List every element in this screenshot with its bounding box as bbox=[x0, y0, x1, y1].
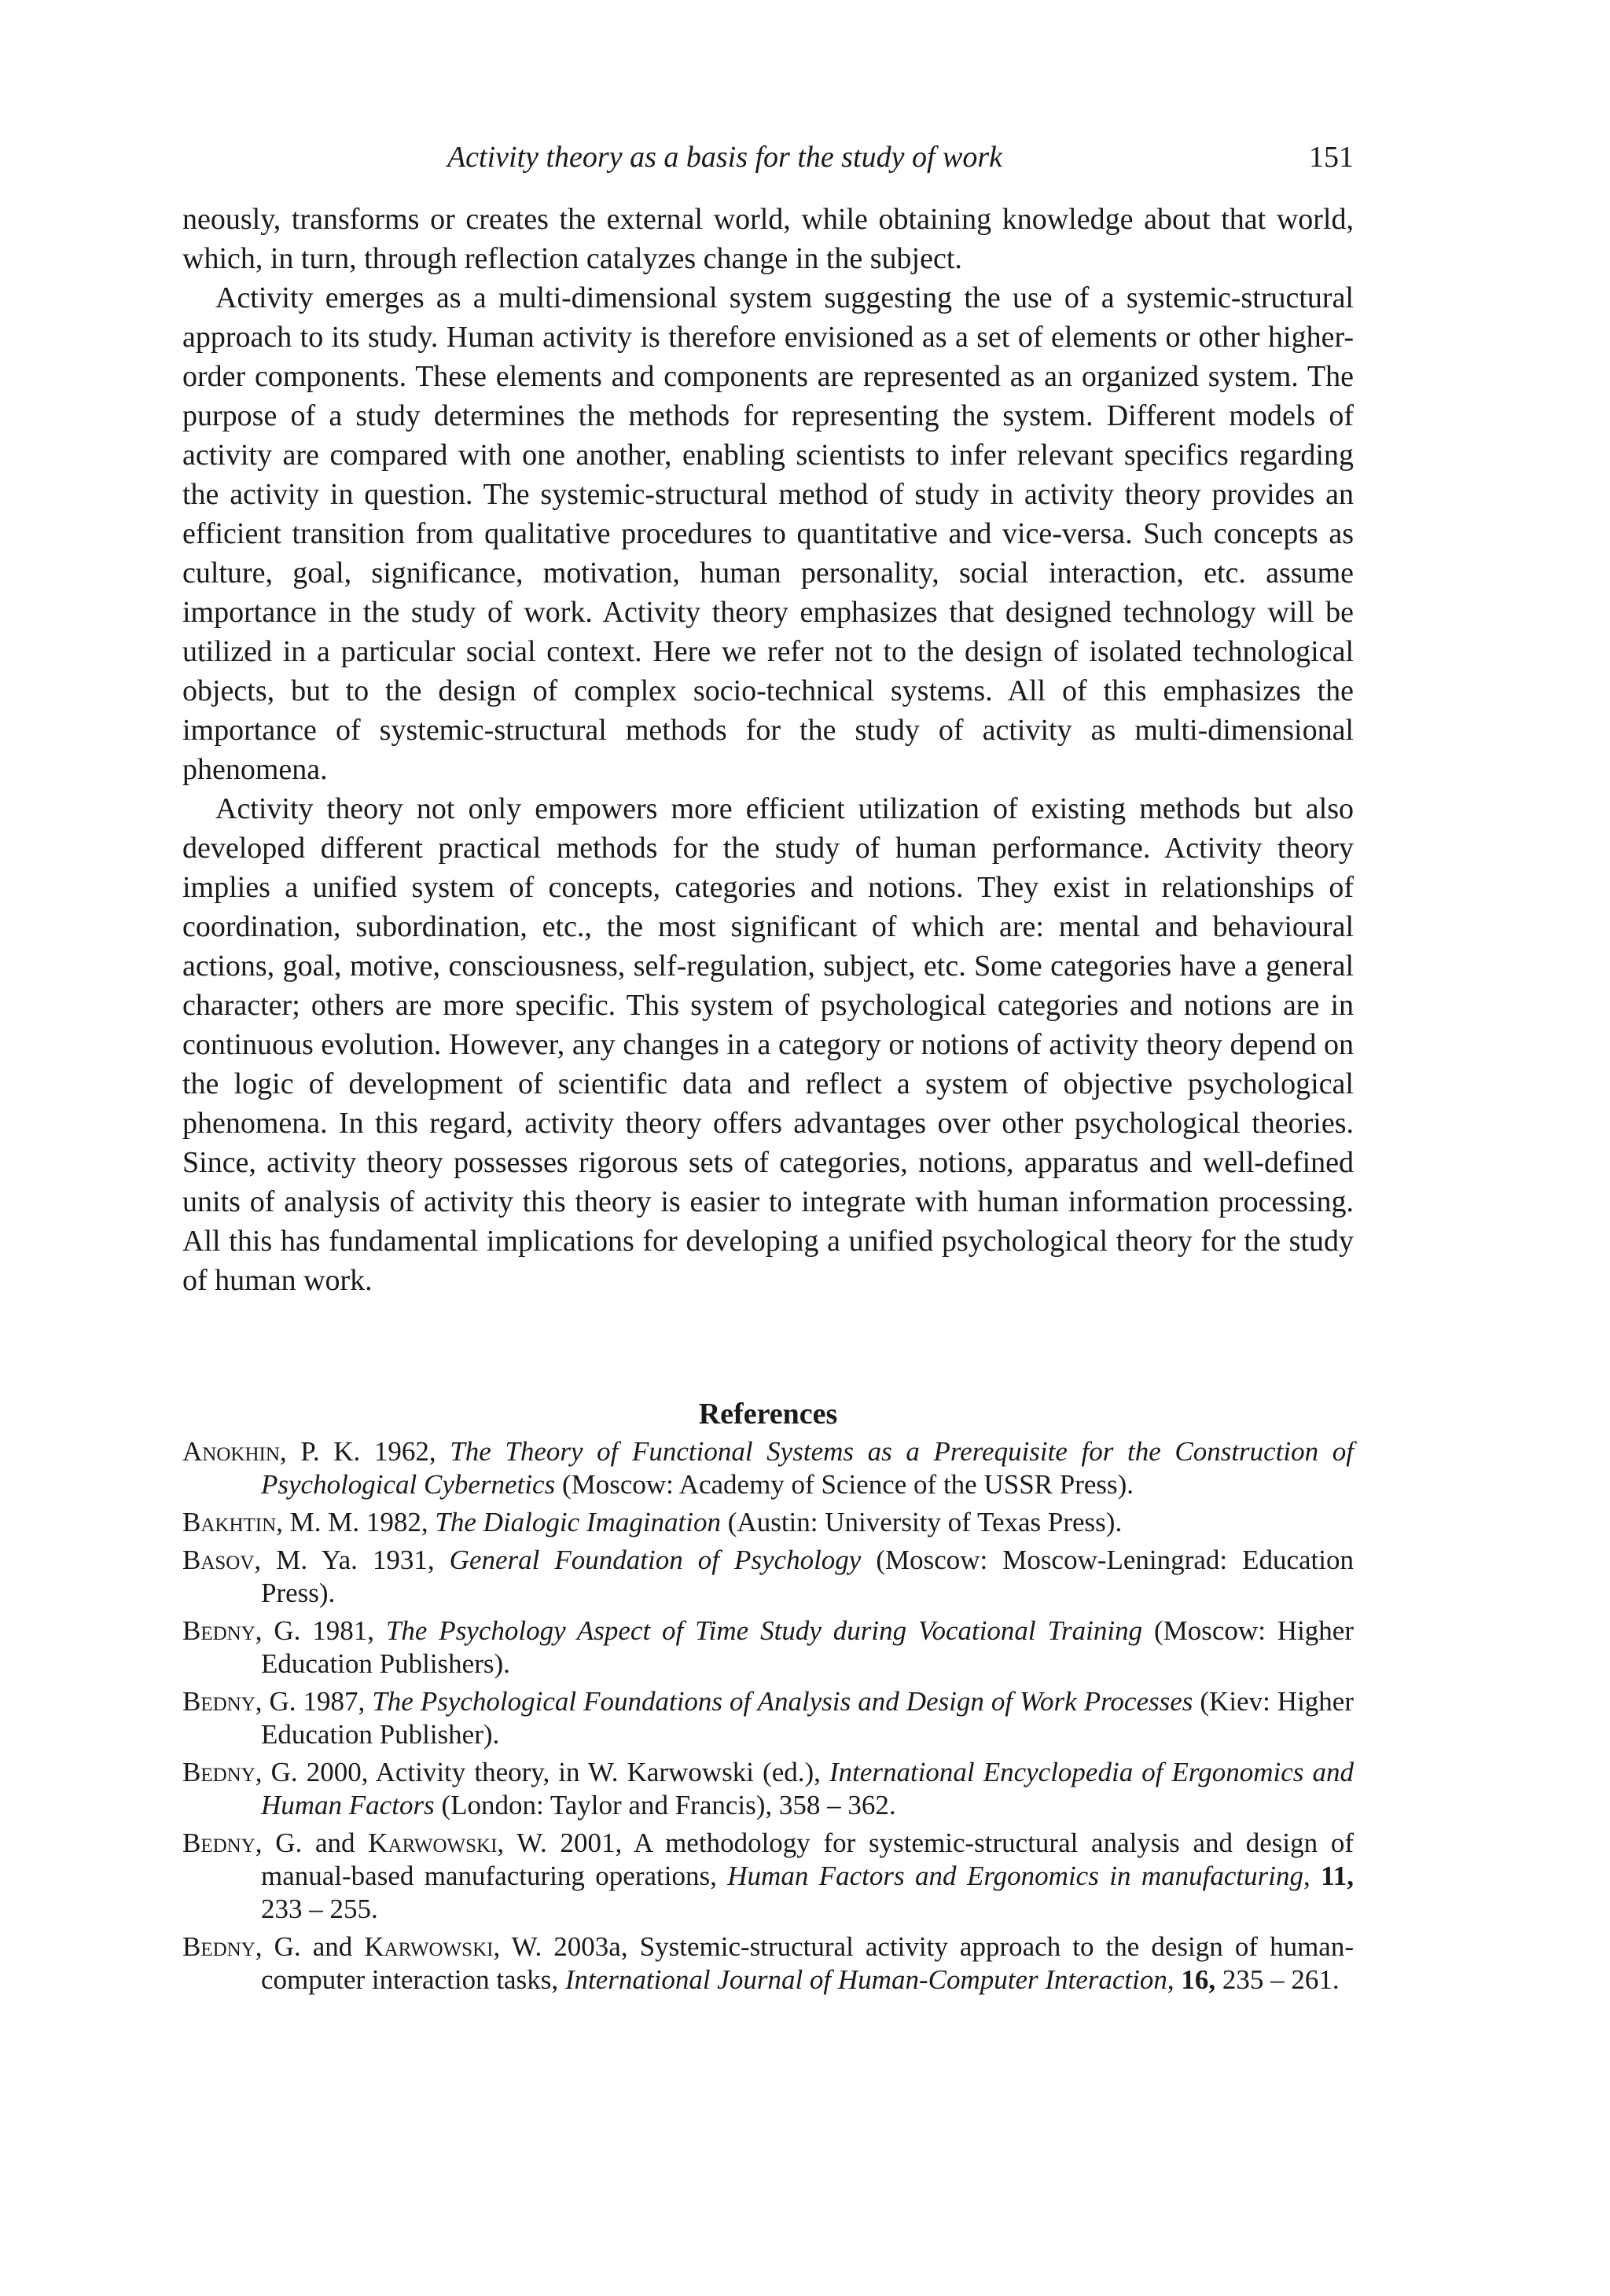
reference-list bbox=[182, 1435, 1354, 1997]
reference-volume: 16, bbox=[1181, 1964, 1216, 1995]
reference-item: Bedny, G. and Karwowski, W. 2001, A methodology for systemic-structural analysis and design of manual-based manufacturing operations, Human Factors and Ergonomics in manufacturing, 11, 233 – 255. bbox=[182, 1828, 1355, 1924]
reference-author: Bedny bbox=[182, 1931, 255, 1962]
reference-author: Bedny bbox=[182, 1615, 255, 1646]
reference-rest: (Kiev: Higher Education Publisher). bbox=[261, 1686, 1354, 1750]
reference-title: The Psychology Aspect of Time Study during Vocational Training bbox=[385, 1615, 1143, 1646]
reference-title: General Foundation of Psychology bbox=[449, 1545, 862, 1575]
running-title: Activity theory as a basis for the study of work bbox=[447, 141, 1003, 174]
paragraph-1: neously, transforms or creates the external world, while obtaining knowledge about that world, which, in turn, through reflection catalyzes change in the subject. bbox=[182, 203, 1354, 275]
reference-author: Bakhtin bbox=[182, 1507, 277, 1537]
reference-details: , G. and bbox=[255, 1828, 369, 1858]
reference-author: Anokhin bbox=[182, 1436, 280, 1467]
reference-rest: (Moscow: Moscow-Leningrad: Education Press). bbox=[261, 1545, 1354, 1608]
reference-details-2: , W. 2003a, Systemic-structural activity approach to the design of human-computer interaction tasks, bbox=[261, 1931, 1354, 1995]
reference-item bbox=[182, 1756, 1354, 1822]
reference-title: The Dialogic Imagination bbox=[435, 1507, 722, 1537]
reference-details: , G. and bbox=[255, 1931, 365, 1962]
reference-details-2: , W. 2001, A methodology for systemic-structural analysis and design of manual-based manufacturing operations, bbox=[261, 1828, 1355, 1891]
reference-title: International Encyclopedia of Ergonomics and Human Factors bbox=[261, 1757, 1354, 1820]
references-heading: References bbox=[698, 1398, 838, 1431]
reference-rest: (London: Taylor and Francis), 358 – 362. bbox=[434, 1790, 896, 1820]
reference-title: International Journal of Human-Computer Interaction bbox=[564, 1964, 1167, 1995]
reference-title: Human Factors and Ergonomics in manufacturing bbox=[727, 1861, 1303, 1891]
reference-coauthor: Karwowski bbox=[364, 1931, 494, 1962]
running-head bbox=[182, 134, 1354, 181]
reference-rest: (Moscow: Academy of Science of the USSR Press). bbox=[555, 1469, 1134, 1500]
reference-title: The Theory of Functional Systems as a Prerequisite for the Construction of Psychological Cybernetics bbox=[261, 1436, 1355, 1500]
reference-details: , M. M. 1982, bbox=[276, 1507, 436, 1537]
body-text bbox=[182, 200, 1354, 1300]
reference-item bbox=[182, 1615, 1354, 1681]
reference-rest: (Moscow: Higher Education Publishers). bbox=[261, 1615, 1354, 1679]
reference-details: , G. 1981, bbox=[255, 1615, 386, 1646]
reference-item: Bedny, G. and Karwowski, W. 2003a, Systemic-structural activity approach to the design of human-computer interaction tasks, International Journal of Human-Computer Interaction, 16, 235 – 261. bbox=[182, 1931, 1354, 1995]
page-number: 151 bbox=[1309, 141, 1354, 174]
reference-item bbox=[182, 1685, 1354, 1751]
reference-author: Bedny bbox=[182, 1828, 255, 1858]
reference-volume: 11, bbox=[1321, 1861, 1354, 1891]
reference-author: Bedny bbox=[182, 1686, 255, 1717]
reference-details: , P. K. 1962, bbox=[279, 1436, 450, 1467]
reference-item bbox=[182, 1435, 1354, 1501]
reference-title: The Psychological Foundations of Analysis and Design of Work Processes bbox=[372, 1686, 1193, 1717]
paragraph-2: Activity emerges as a multi-dimensional system suggesting the use of a systemic-structural approach to its study. Human activity is therefore envisioned as a set of elements or other higher-order components. These elements and components are represented as an organized system. The purpose of a study determines the methods for representing the system. Different models of activity are compared with one another, enabling scientists to infer relevant specifics regarding the activity in question. The systemic-structural method of study in activity theory provides an efficient transition from qualitative procedures to quantitative and vice-versa. Such concepts as culture, goal, significance, motivation, human personality, social interaction, etc. assume importance in the study of work. Activity theory emphasizes that designed technology will be utilized in a particular social context. Here we refer not to the design of isolated technological objects, but to the design of complex socio-technical systems. All of this emphasizes the importance of systemic-structural methods for the study of activity as multi-dimensional phenomena. bbox=[182, 281, 1354, 786]
reference-author: Bedny bbox=[182, 1757, 255, 1787]
reference-item bbox=[182, 1506, 1354, 1539]
reference-details: , M. Ya. 1931, bbox=[254, 1545, 450, 1575]
reference-rest: 233 – 255. bbox=[261, 1894, 378, 1924]
reference-details: , G. 1987, bbox=[255, 1686, 373, 1717]
reference-details: , G. 2000, Activity theory, in W. Karwowski (ed.), bbox=[255, 1757, 829, 1787]
page bbox=[182, 134, 1354, 2001]
reference-rest: 235 – 261. bbox=[1215, 1964, 1340, 1995]
reference-item bbox=[182, 1544, 1354, 1610]
paragraph-3: Activity theory not only empowers more efficient utilization of existing methods but also developed different practical methods for the study of human performance. Activity theory implies a unified system of concepts, categories and notions. They exist in relationships of coordination, subordination, etc., the most significant of which are: mental and behavioural actions, goal, motive, consciousness, self-regulation, subject, etc. Some categories have a general character; others are more specific. This system of psychological categories and notions are in continuous evolution. However, any changes in a category or notions of activity theory depend on the logic of development of scientific data and reflect a system of objective psychological phenomena. In this regard, activity theory offers advantages over other psychological theories. Since, activity theory possesses rigorous sets of categories, notions, apparatus and well-defined units of analysis of activity this theory is easier to integrate with human information processing. All this has fundamental implications for developing a unified psychological theory for the study of human work. bbox=[182, 792, 1354, 1297]
reference-rest: (Austin: University of Texas Press). bbox=[721, 1507, 1123, 1537]
reference-coauthor: Karwowski bbox=[368, 1828, 498, 1858]
reference-author: Basov bbox=[182, 1545, 255, 1575]
